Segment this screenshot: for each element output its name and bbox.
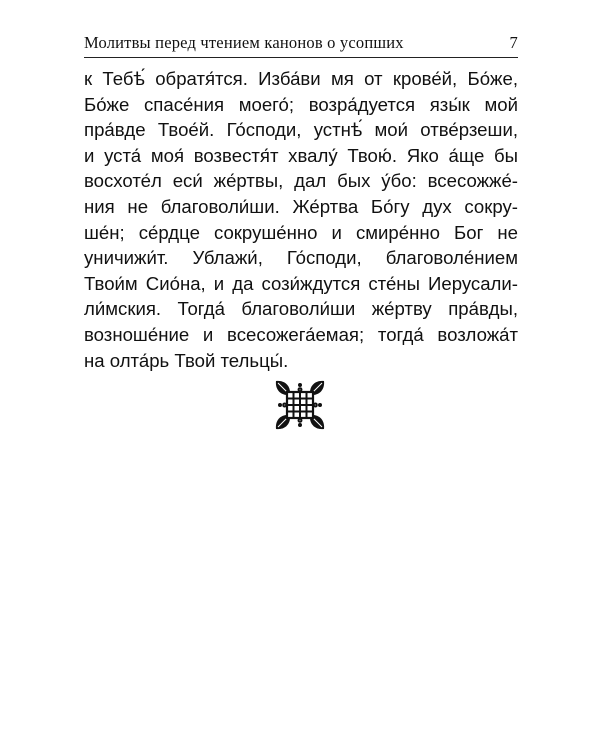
text-line: пра́вде Твое́й. Го́споди, устнѣ́ мои́ отве́рзеши, <box>84 119 518 141</box>
text-line: восхоте́л еси́ же́ртвы, дал бых у́бо: всесожже́- <box>84 170 518 192</box>
running-title: Молитвы перед чтением канонов о усопших <box>84 33 404 52</box>
text-line: ния не благоволи́ши. Же́ртва Бо́гу дух сокру- <box>84 195 518 217</box>
text-line: Твои́м Сио́на, и да сози́ждутся сте́ны Иерусали- <box>84 272 518 294</box>
text-line: ли́мския. Тогда́ благоволи́ши же́ртву пра́вды, <box>84 298 518 320</box>
text-line: ше́н; се́рдце сокруше́нно и смире́нно Бог не <box>84 221 518 243</box>
text-line: возноше́ние и всесожега́емая; тогда́ возложа́т <box>84 323 518 345</box>
text-line-last: на олта́рь Твой тельцы́. <box>84 349 289 371</box>
text-line: уничижи́т. Ублажи́, Го́споди, благоволе́нием <box>84 247 518 269</box>
celtic-knot-ornament-icon <box>273 378 327 432</box>
prayer-text <box>84 66 518 373</box>
header-rule <box>84 57 518 58</box>
running-head <box>84 30 518 56</box>
text-line: Бо́же спасе́ния моего́; возра́дуется язы́к мой <box>84 93 518 115</box>
text-line: и уста́ моя́ возвестя́т хвалу́ Твою́. Яко а́ще бы <box>84 144 518 166</box>
text-line: к Тебѣ́ обратя́тся. Изба́ви мя от крове́й, Бо́же, <box>84 68 518 89</box>
page-number: 7 <box>509 33 518 52</box>
